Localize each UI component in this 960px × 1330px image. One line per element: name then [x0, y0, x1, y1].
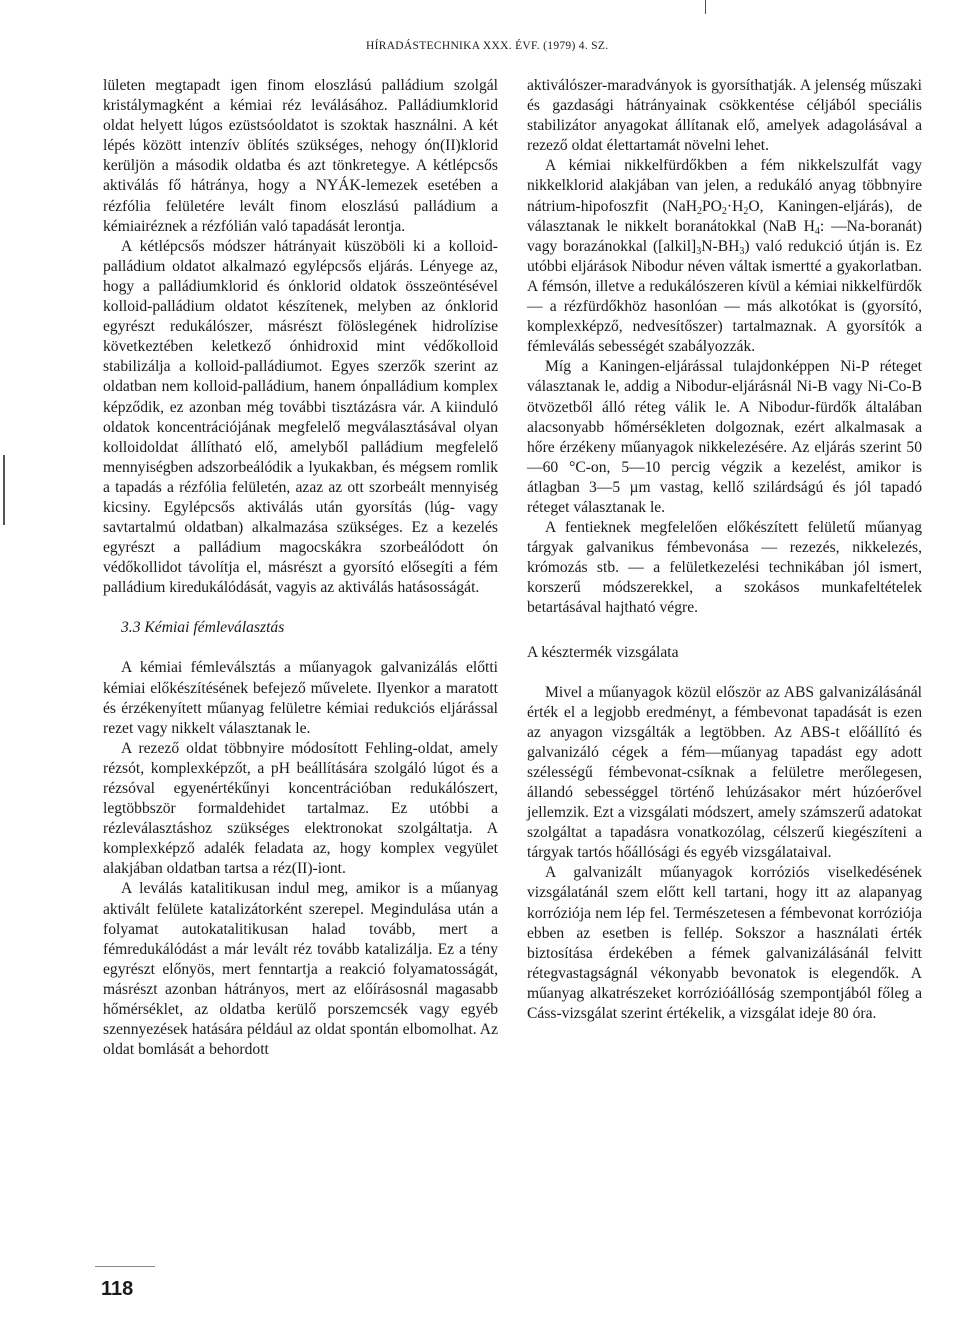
text-run: O, Kaningen-eljárás), de választanak le nikkelt boranátokkal (NaB H	[527, 197, 922, 235]
section-heading: 3.3 Kémiai fémleválasztás	[121, 619, 285, 637]
scan-edge-mark	[705, 0, 706, 14]
paragraph: A kémiai fémleválsztás a műanyagok galvanizálás előtti kémiai előkészítésének befejező művelete. Ilyenkor a maratott és érzékenyített műanyag felületre kémiai redukciós eljárással rezet vagy nikkelt választanak le.	[103, 659, 498, 737]
page-number-rule	[95, 1266, 155, 1267]
subsection-heading: A késztermék vizsgálata	[527, 643, 679, 661]
subscript: 3	[739, 245, 745, 257]
paragraph: A kétlépcsős módszer hátrányait küszöböli ki a kolloid-palládium oldatot alkalmazó egylépcsős eljárás. Lényege az, hogy a palládiumklorid és ónklorid oldatok összeöntésével kolloid-palládium oldatot készítenek, melyben az ónklorid egyrészt redukálószer, másrészt fölöslegének hidrolízise következtében keletkező ónhidroxid mint védőkolloid stabilizálja a kolloid-palládiumot. Egyes szerzők szerint az oldatban nem kolloid-palládium, hanem ónpalládium komplex képződik, ez azonban még további tisztázásra vár. A kiinduló oldatok koncentrációjának megfelelő megválasztásával olyan kolloidoldat állítható elő, amelyből palládium megfelelő mennyiségben adszorbeálódik a lyukakban, és mégsem romlik a tapadás a rézfólia felületén, azaz az ott szorbeált mennyiség kicsiny. Egylépcsős aktiválás után gyorsítás (lúg- vagy savtartalmú oldatban) alkalmazása szükséges. Ez a kezelés egyrészt a palládium magocskákra szorbeálódott ón védőkollidot távolítja el, másrészt a gyorsító elősegíti a fém palládium kiredukálódását, vagyis az aktiválás hatásosságát.	[103, 237, 498, 597]
text-run: PO	[701, 197, 722, 215]
left-column	[103, 76, 498, 1060]
paragraph: A galvanizált műanyagok korróziós viselkedésének vizsgálatánál szem előtt kell tartani, hogy itt az alapanyag korróziója nem lép fel. Természetesen a fémbevonat korróziója ebben az esetben is fellép. Sokszor a használati érték biztosítása érdekében a fémek galvanizálásánál felvitt rétegvastagságnál vékonyabb bevonatok is elegendők. A műanyag alkatrészeket korrózióállóság szempontjából főleg a Cáss-vizsgálat szerint értékelik, a vizsgálat ideje 80 óra.	[527, 864, 922, 1023]
paragraph-formula	[527, 156, 922, 357]
text-run: : —Na-boranát) vagy borazánokkal ([alkil]	[527, 217, 922, 255]
paragraph: A rezező oldat többnyire módosított Fehling-oldat, amely rézsót, komplexképzőt, a pH beállítására szolgáló lúgot és a rézsóval egyenértékűnyi koncentrációban redukálószert, legtöbbször formaldehidet tartalmaz. Ez utóbbi a rézleválasztáshoz szükséges elektronokat szolgáltatja. A komplexképző adalék feladata az, hogy komplex vegyület alakjában oldatban tartsa a réz(II)-iont.	[103, 739, 498, 878]
text-run: ) való redukció útján is. Ez utóbbi eljárások Nibodur néven váltak ismertté a gyakorlatban. A fémsón, illetve a redukálószeren kívül a kémiai nikkelfürdők — a rézfürdőkhöz hasonlóan — más alkotókat is (gyorsító, komplexképző, nedvesítőszer) tartalmaznak. A gyorsítók a fémleválás sebességét szabályozzák.	[527, 237, 922, 356]
text-run: N-BH	[701, 237, 740, 255]
text-run: A kémiai nikkelfürdőkben a fém nikkelszulfát vagy nikkelklorid alakjában van jelen, a redukáló anyag többnyire nátrium-hipofoszfit (NaH	[527, 157, 922, 215]
scan-edge-mark	[3, 455, 5, 525]
text-run: ·H	[726, 197, 744, 215]
right-column	[527, 76, 922, 1024]
running-head: HÍRADÁSTECHNIKA XXX. ÉVF. (1979) 4. SZ.	[366, 40, 609, 52]
paragraph: Míg a Kaningen-eljárással tulajdonképpen Ni-P réteget választanak le, addig a Nibodur-eljárásnál Ni-B vagy Ni-Co-B ötvözetből álló réteg válik le. A Nibodur-fürdők általában alacsonyabb hőmérsékleten dolgoznak, ezért alkalmasak a hőre érzékeny műanyagok nikkelezésére. Az eljárás szerint 50—60 °C-on, 5—10 percig végzik a kezelést, amikor is átlagban 3—5 µm vastag, kellő szilárdságú és jól tapadó réteget választanak le.	[527, 358, 922, 516]
page-number: 118	[101, 1278, 134, 1300]
paragraph: Mivel a műanyagok közül először az ABS galvanizálásánál érték el a legjobb eredményt, a fémbevonat tapadását is ezen az anyagon vizsgálták a legtöbben. Az ABS-t előállító és galvanizáló cégek a fém—műanyag tapadást egy adott szélességű fémbevonat-csíknak a felületre merőlegesen, állandó sebességgel történő lehúzásakor mért húzóerővel jellemzik. Ezt a vizsgálati módszert, amely számszerű adatokat szolgáltat a tapadásra vonatkozólag, célszerű kiegészíteni a tárgyak tartós hőállósági és egyéb vizsgálataival.	[527, 683, 922, 862]
subscript: 2	[696, 205, 702, 217]
subscript: 2	[743, 205, 749, 217]
subscript: 3	[696, 245, 702, 257]
paragraph: A leválás katalitikusan indul meg, amikor is a műanyag aktivált felülete katalizátorként szerepel. Megindulása után a folyamat autokatalitikusan halad tovább, mert a fémredukálódást a már levált réz tovább katalizálja. Ez a tény egyrészt előnyös, mert fenntartja a reakció folyamatosságát, másrészt azonban hátrányos, mert az előírásosnál magasabb hőmérséklet, az oldatba kerülő porszemcsék vagy egyéb szennyezések hatására például az oldat spontán elbomolhat. Az oldat bomlását a behordott	[103, 880, 498, 1059]
paragraph: A fentieknek megfelelően előkészített felületű műanyag tárgyak galvanikus fémbevonása — rezezés, nikkelezés, krómozás stb. — a felületkezelési technikában jól ismert, korszerű módszerekkel, a szokásos munkafeltételek betartásával hajtható végre.	[527, 519, 922, 617]
paragraph: lületen megtapadt igen finom eloszlású palládium szolgál kristálymagként a kémiai réz leválásához. Palládiumklorid oldat helyett lúgos ezüstsóoldatot is szoktak használni. A két lépés között intenzív öblítés szükséges, nehogy ón(II)klorid kerüljön a második oldatba és azt tönkretegye. A kétlépcsős aktiválás fő hátránya, hogy a NYÁK-lemezek esetében a rézfólia felületére levált finom eloszlású palládium a kémiairéznek a rézfólián való tapadását lerontja.	[103, 77, 498, 235]
subscript: 2	[721, 205, 727, 217]
paragraph: aktiválószer-maradványok is gyorsíthatják. A jelenség műszaki és gazdasági hátrányainak csökkentése céljából speciális stabilizátor anyagokat állítanak elő, amelyek adagolásával a rezező oldat élettartamát növelni lehet.	[527, 77, 922, 155]
subscript: 4	[814, 225, 820, 237]
